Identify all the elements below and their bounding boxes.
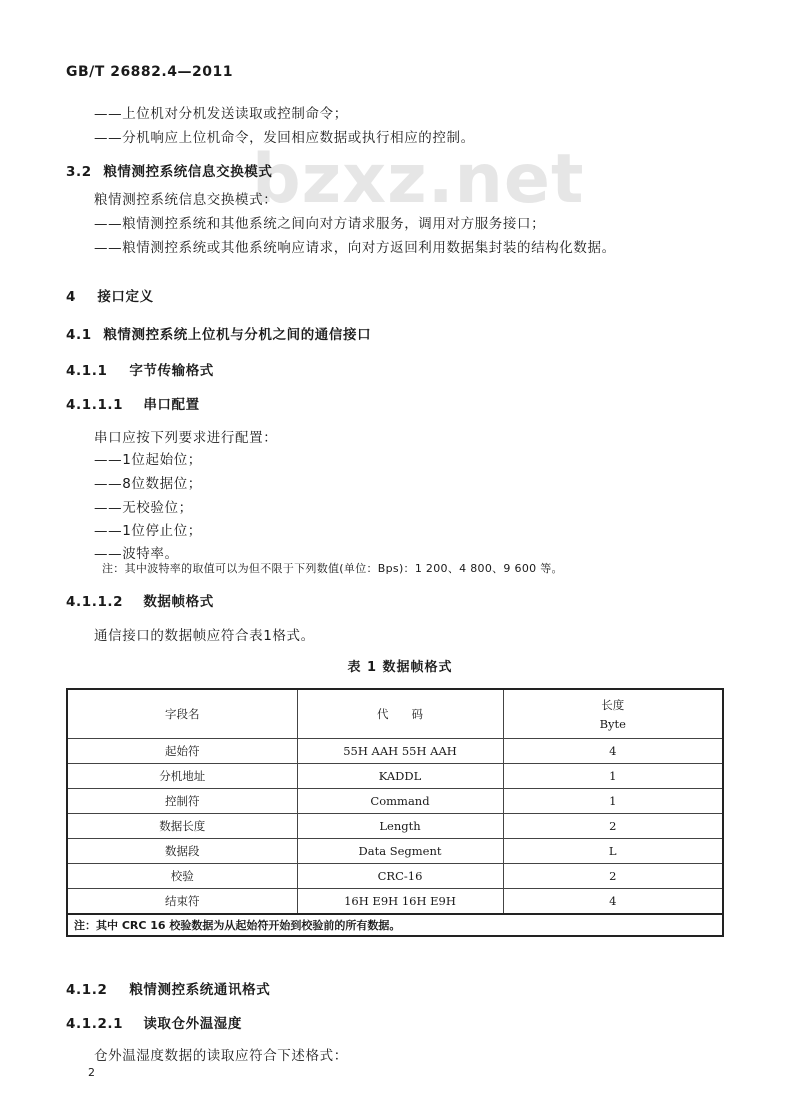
section-heading-4 — [66, 285, 154, 305]
section-title: 读取仓外温湿度 — [143, 1016, 243, 1032]
section-heading-4-1-1 — [66, 359, 214, 379]
paragraph: 粮情测控系统信息交换模式： — [94, 192, 278, 208]
section-heading-3-2 — [66, 160, 273, 180]
table-cell: 1 — [503, 764, 723, 789]
list-item: ——粮情测控系统和其他系统之间向对方请求服务，调用对方服务接口； — [94, 216, 546, 232]
table-cell: 控制符 — [67, 789, 297, 814]
table-cell: 起始符 — [67, 739, 297, 764]
note: 注：其中波特率的取值可以为但不限于下列数值(单位：Bps)：1 200、4 800、9 600 等。 — [102, 562, 563, 575]
section-title: 接口定义 — [97, 289, 154, 305]
section-title: 粮情测控系统信息交换模式 — [103, 164, 273, 180]
section-number: 3.2 — [66, 164, 92, 180]
watermark: bzxz.net — [252, 140, 585, 219]
section-title: 数据帧格式 — [143, 594, 214, 610]
section-number: 4.1.1.2 — [66, 594, 124, 610]
table-row — [67, 864, 723, 889]
list-item: ——粮情测控系统或其他系统响应请求，向对方返回利用数据集封装的结构化数据。 — [94, 240, 616, 256]
section-title: 字节传输格式 — [129, 363, 214, 379]
data-frame-table — [66, 688, 724, 937]
table-cell: 4 — [503, 889, 723, 915]
table-row — [67, 739, 723, 764]
list-item: ——上位机对分机发送读取或控制命令； — [94, 106, 348, 122]
table-cell: 1 — [503, 789, 723, 814]
table-cell: 数据段 — [67, 839, 297, 864]
section-heading-4-1 — [66, 323, 371, 343]
list-item: ——1位停止位； — [94, 523, 202, 539]
section-number: 4.1.1.1 — [66, 397, 124, 413]
table-row — [67, 814, 723, 839]
table-note-row — [67, 914, 723, 936]
column-header — [503, 689, 723, 739]
column-header: 字段名 — [67, 689, 297, 739]
table-note: 注：其中 CRC 16 校验数据为从起始符开始到校验前的所有数据。 — [67, 914, 723, 936]
section-heading-4-1-1-1 — [66, 393, 200, 413]
table-cell: 2 — [503, 814, 723, 839]
table-cell: Command — [297, 789, 503, 814]
table-cell: CRC-16 — [297, 864, 503, 889]
table-cell: 2 — [503, 864, 723, 889]
list-item: ——无校验位； — [94, 500, 193, 516]
section-title: 粮情测控系统通讯格式 — [129, 982, 271, 998]
table-row — [67, 889, 723, 915]
section-number: 4.1.2.1 — [66, 1016, 124, 1032]
table-cell: 数据长度 — [67, 814, 297, 839]
table-cell: 55H AAH 55H AAH — [297, 739, 503, 764]
section-title: 粮情测控系统上位机与分机之间的通信接口 — [103, 327, 372, 343]
section-title: 串口配置 — [143, 397, 200, 413]
column-header: 代 码 — [297, 689, 503, 739]
table-cell: 4 — [503, 739, 723, 764]
list-item: ——1位起始位； — [94, 452, 202, 468]
section-number: 4 — [66, 289, 76, 305]
column-header-unit: Byte — [599, 717, 626, 731]
table-cell: L — [503, 839, 723, 864]
list-item: ——波特率。 — [94, 546, 179, 562]
table-caption: 表 1 数据帧格式 — [347, 660, 453, 675]
table-row — [67, 789, 723, 814]
list-item: ——分机响应上位机命令，发回相应数据或执行相应的控制。 — [94, 130, 475, 146]
table-cell: 分机地址 — [67, 764, 297, 789]
column-header-line: 长度 — [601, 698, 625, 712]
standard-header: GB/T 26882.4—2011 — [66, 64, 233, 80]
table-header-row — [67, 689, 723, 739]
section-heading-4-1-2 — [66, 978, 270, 998]
page-number: 2 — [88, 1066, 95, 1079]
paragraph: 串口应按下列要求进行配置： — [94, 430, 278, 446]
table-cell: 校验 — [67, 864, 297, 889]
section-number: 4.1.2 — [66, 982, 108, 998]
table-cell: 结束符 — [67, 889, 297, 915]
table-row — [67, 764, 723, 789]
paragraph: 仓外温湿度数据的读取应符合下述格式： — [94, 1048, 348, 1064]
paragraph: 通信接口的数据帧应符合表1格式。 — [94, 628, 315, 644]
section-heading-4-1-2-1 — [66, 1012, 242, 1032]
section-heading-4-1-1-2 — [66, 590, 214, 610]
table-cell: 16H E9H 16H E9H — [297, 889, 503, 915]
table-cell: KADDL — [297, 764, 503, 789]
list-item: ——8位数据位； — [94, 476, 202, 492]
section-number: 4.1.1 — [66, 363, 108, 379]
table-cell: Length — [297, 814, 503, 839]
table-row — [67, 839, 723, 864]
table-cell: Data Segment — [297, 839, 503, 864]
section-number: 4.1 — [66, 327, 92, 343]
